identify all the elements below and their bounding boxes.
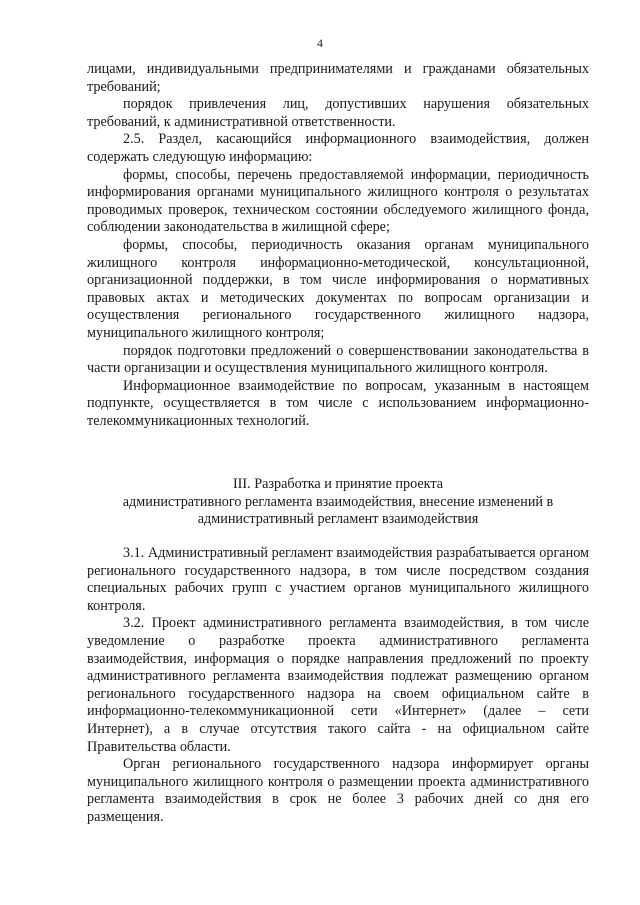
paragraph: 2.5. Раздел, касающийся информационного взаимодействия, должен содержать следующую информацию:: [87, 131, 589, 165]
paragraph: лицами, индивидуальными предпринимателями и гражданами обязательных требований;: [87, 61, 589, 95]
paragraph: 3.1. Административный регламент взаимодействия разрабатывается органом регионального государственного надзора, в том числе посредством создания специальных рабочих групп с участием органов муниципального жилищного контроля.: [87, 545, 589, 614]
paragraph: порядок привлечения лиц, допустивших нарушения обязательных требований, к административной ответственности.: [87, 96, 589, 130]
section-heading-line: III. Разработка и принятие проекта: [232, 476, 444, 492]
section-heading-line: административного регламента взаимодействия, внесение изменений в: [122, 493, 554, 510]
paragraph: Орган регионального государственного надзора информирует органы муниципального жилищного контроля о размещении проекта административного регламента взаимодействия в срок не более 3 рабочих дней со дня его размещения.: [87, 756, 589, 825]
paragraph: Информационное взаимодействие по вопросам, указанным в настоящем подпункте, осуществляется в том числе с использованием информационно-телекоммуникационных технологий.: [87, 377, 589, 429]
page-number: 4: [317, 36, 323, 50]
paragraph: 3.2. Проект административного регламента взаимодействия, в том числе уведомление о разработке проекта административного регламента взаимодействия, информация о порядке направления предложений по проекту административного регламента взаимодействия подлежат размещению органом регионального государственного надзора на своем официальном сайте в информационно-телекоммуникационной сети «Интернет» (далее – сети Интернет), а в случае отсутствия такого сайта - на официальном сайте Правительства области.: [87, 615, 589, 755]
body-text-part1: [87, 61, 589, 430]
section-heading: [87, 476, 589, 529]
paragraph: формы, способы, периодичность оказания органам муниципального жилищного контроля информационно-методической, консультационной, организационной поддержки, в том числе информирования о нормативных правовых актах и методических документах по вопросам организации и осуществления регионального государственного жилищного надзора, муниципального жилищного контроля;: [87, 236, 589, 341]
section-heading-line: административный регламент взаимодействия: [197, 511, 479, 528]
paragraph: порядок подготовки предложений о совершенствовании законодательства в части организации и осуществления муниципального жилищного контроля.: [87, 342, 589, 377]
body-text-part2: [87, 545, 589, 827]
paragraph: формы, способы, перечень предоставляемой информации, периодичность информирования органами муниципального жилищного контроля о результатах проводимых проверок, техническом состоянии обследуемого жилищного фонда, соблюдении законодательства в жилищной сфере;: [87, 166, 589, 236]
